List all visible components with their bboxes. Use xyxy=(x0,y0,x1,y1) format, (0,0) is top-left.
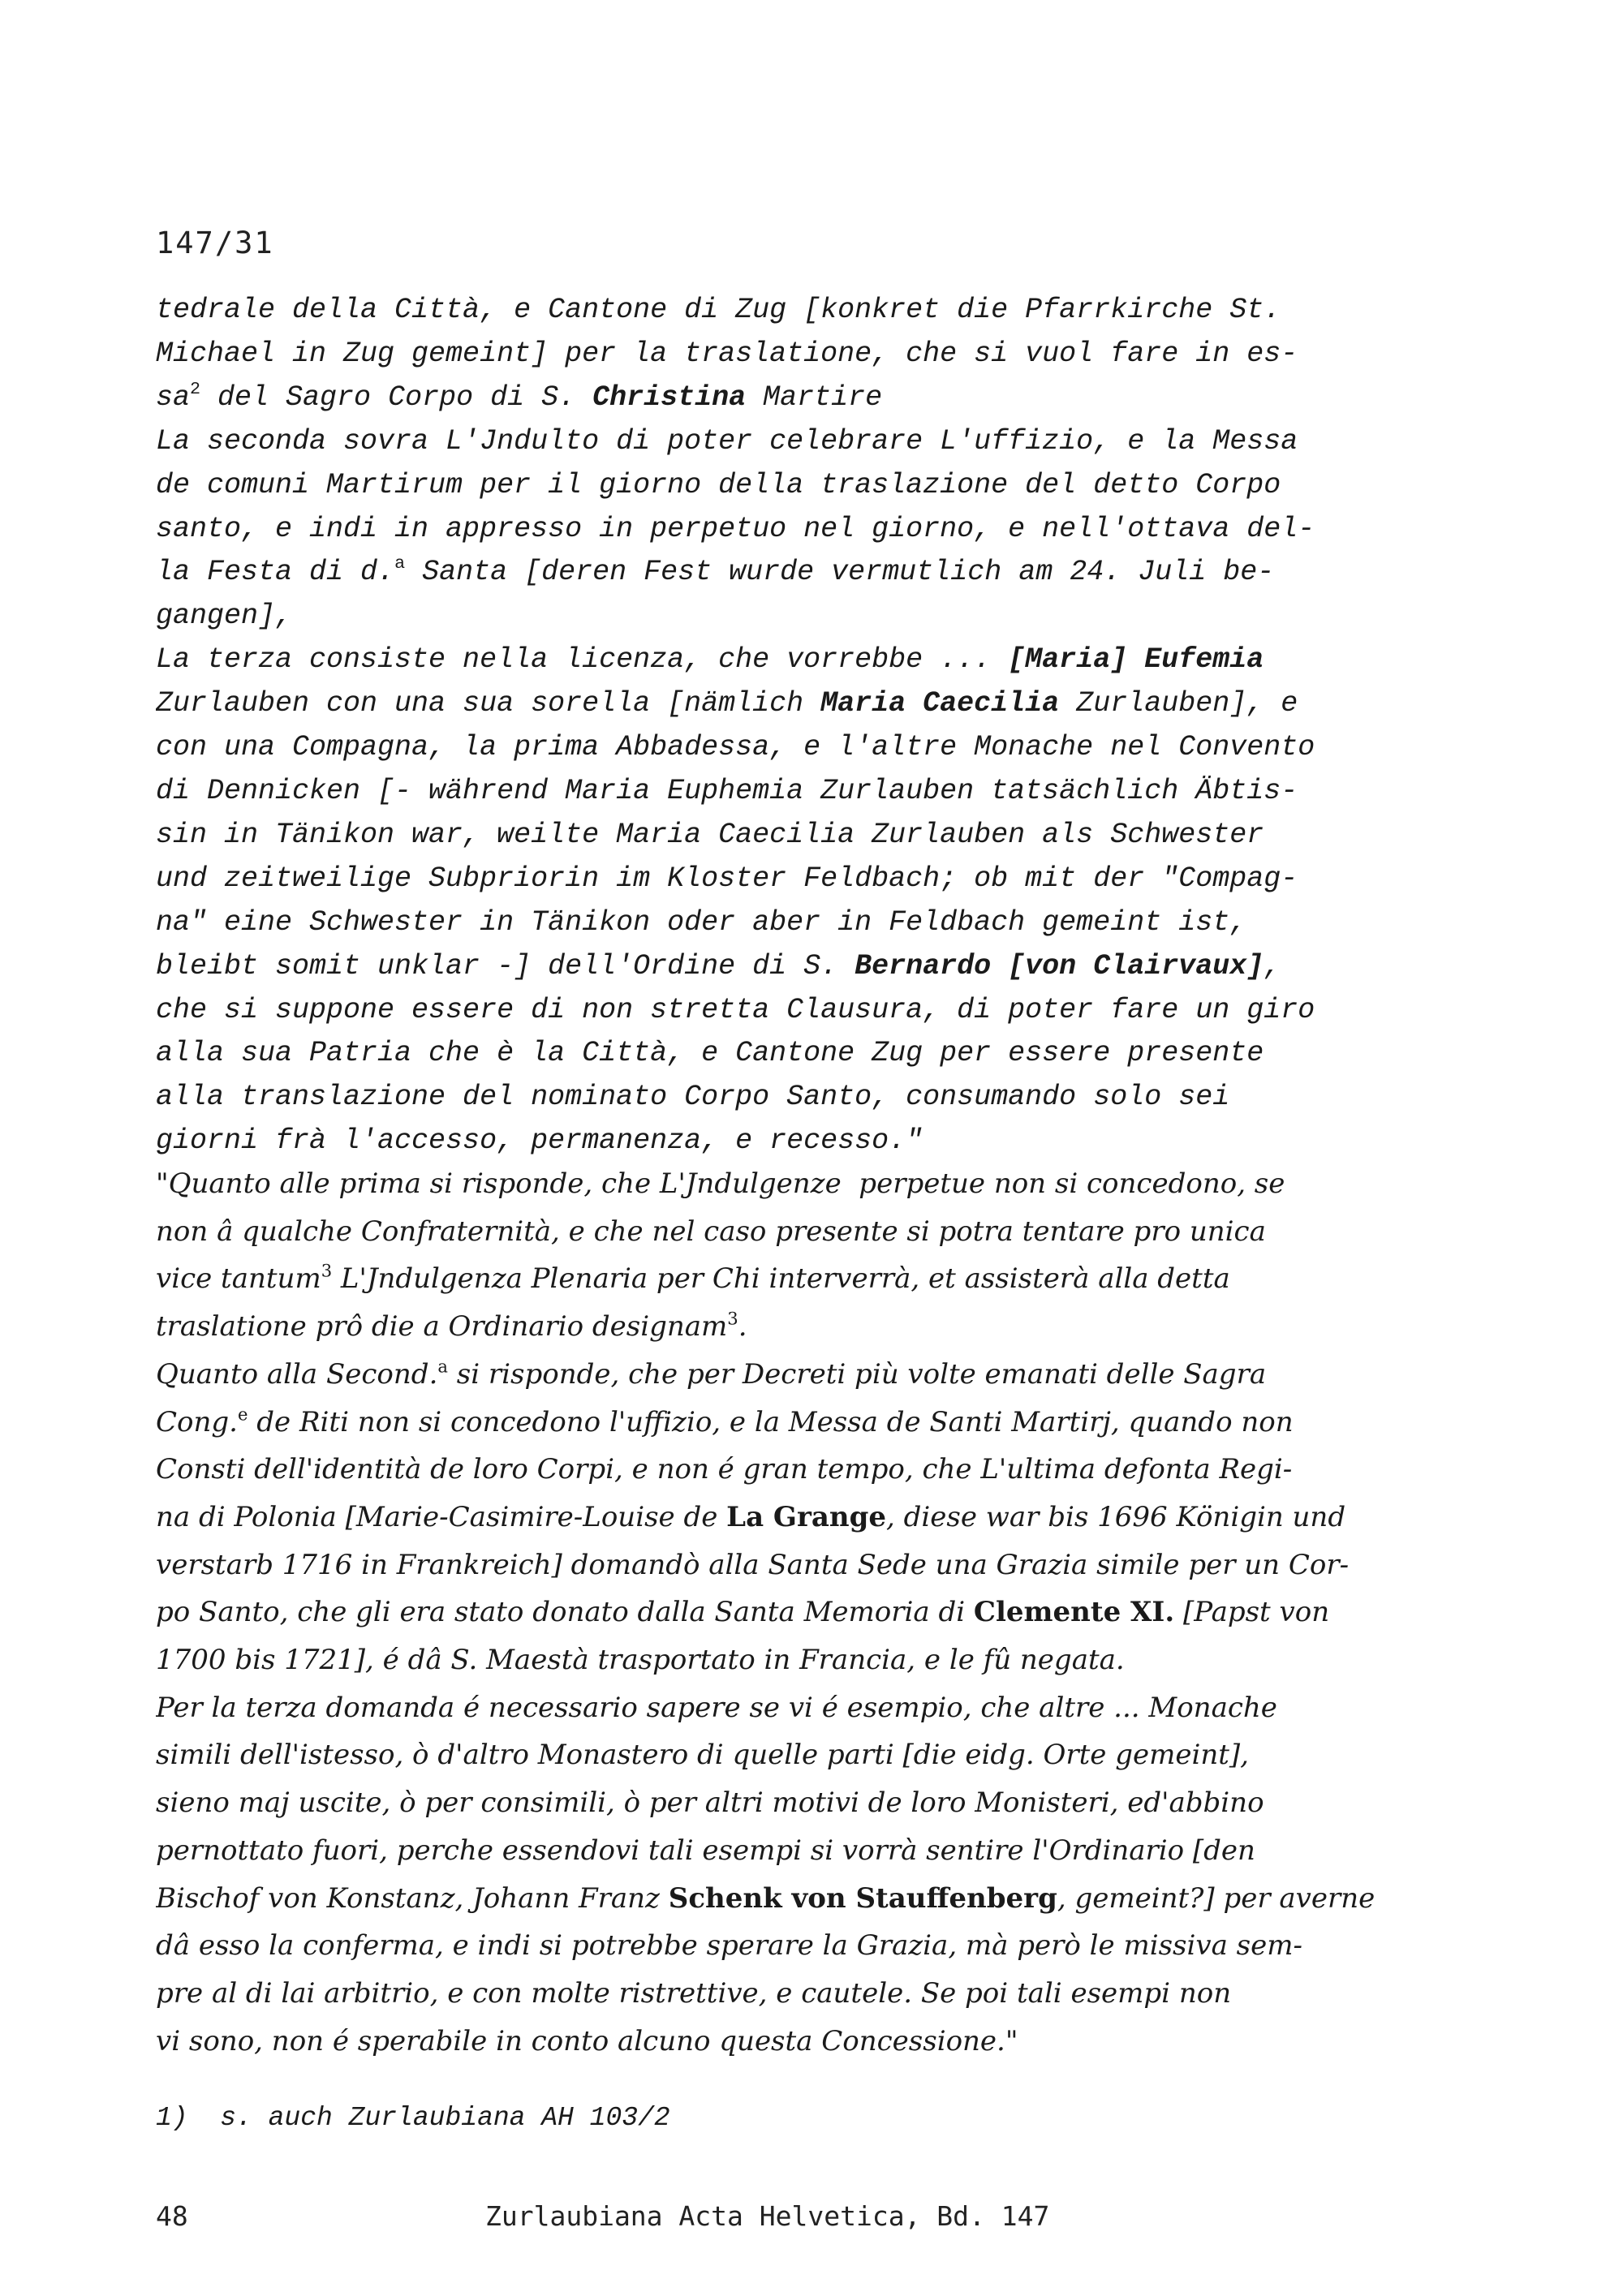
bold-name: La Grange xyxy=(726,1500,887,1533)
bold-name: Maria Caecilia xyxy=(820,687,1060,720)
curia-response-line: vice tantum$^3$ L'Jndulgenza Plenaria per Chi interverrà, et assisterà alla detta xyxy=(156,1260,1230,1296)
italian-request-line: che si suppone essere di non stretta Clausura, di poter fare un giro xyxy=(156,993,1315,1026)
curia-response-line: simili dell'istesso, ò d'altro Monastero di quelle parti [die eidg. Orte gemeint], xyxy=(156,1739,1249,1772)
italian-request-line: $sa^2$ del Sagro Corpo di S. Christina Martire xyxy=(156,378,883,414)
curia-response-line: Per la terza domanda é necessario sapere se vi é esempio, che altre ... Monache xyxy=(156,1691,1277,1724)
italian-request-line: sin in Tänikon war, weilte Maria Caecilia Zurlauben als Schwester xyxy=(156,818,1264,851)
superscript: e xyxy=(237,1403,248,1424)
curia-response-line: "Quanto alle prima si risponde, che L'Jndulgenze perpetue non si concedono, se xyxy=(156,1167,1285,1200)
italian-request-line: La terza consiste nella licenza, che vorrebbe ... [Maria] Eufemia xyxy=(156,643,1264,677)
italian-request-line: gangen], xyxy=(156,600,293,633)
italian-request-line: de comuni Martirum per il giorno della traslazione del detto Corpo xyxy=(156,468,1281,501)
curia-response-line: Quanto alla Second.$^a$ si risponde, che per Decreti più volte emanati delle Sagra xyxy=(156,1356,1267,1391)
italian-request-line: alla translazione del nominato Corpo Santo, consumando solo sei xyxy=(156,1081,1230,1114)
italian-request-line: santo, e indi in appresso in perpetuo nel giorno, e nell'ottava del- xyxy=(156,512,1315,545)
curia-response-line: Consti dell'identità de loro Corpi, e non é gran tempo, che L'ultima defonta Regi- xyxy=(156,1453,1293,1486)
curia-response-line: verstarb 1716 in Frankreich] domandò alla Santa Sede una Grazia simile per un Cor- xyxy=(156,1548,1350,1581)
curia-response-line: traslatione prô die a Ordinario designam$^3$. xyxy=(156,1308,747,1344)
bold-name: [Maria] Eufemia xyxy=(1008,643,1264,677)
italian-request-line: la Festa di d.$^a$ Santa [deren Fest wurde vermutlich am 24. Juli be- xyxy=(156,553,1275,589)
curia-response-line: pernottato fuori, perche essendovi tali esempi si vorrà sentire l'Ordinario [den xyxy=(156,1834,1255,1867)
superscript: a xyxy=(394,553,406,574)
curia-response-line: Cong.$^e$ de Riti non si concedono l'uffizio, e la Messa de Santi Martirj, quando non xyxy=(156,1403,1294,1438)
page-reference: 147/31 xyxy=(156,226,274,260)
italian-request-line: Michael in Zug gemeint] per la traslatione, che si vuol fare in es- xyxy=(156,337,1298,370)
italian-request-line: und zeitweilige Subpriorin im Kloster Feldbach; ob mit der "Compag- xyxy=(156,862,1298,895)
curia-response-line: vi sono, non é sperabile in conto alcuno questa Concessione." xyxy=(156,2024,1018,2057)
curia-response-text xyxy=(156,1160,1422,2065)
italian-request-line: bleibt somit unklar -] dell'Ordine di S. Bernardo [von Clairvaux], xyxy=(156,949,1281,982)
running-footer: Zurlaubiana Acta Helvetica, Bd. 147 xyxy=(485,2200,1050,2232)
curia-response-line: sieno maj uscite, ò per consimili, ò per altri motivi de loro Monisteri, ed'abbino xyxy=(156,1786,1264,1820)
italian-request-line: na" eine Schwester in Tänikon oder aber in Feldbach gemeint ist, xyxy=(156,905,1247,939)
curia-response-line: po Santo, che gli era stato donato dalla Santa Memoria di Clemente XI. [Papst von xyxy=(156,1596,1330,1629)
italian-request-line: giorni frà l'accesso, permanenza, e recesso." xyxy=(156,1124,923,1158)
superscript: a xyxy=(437,1356,448,1377)
bold-name: Clemente XI. xyxy=(973,1596,1175,1629)
curia-response-line: dâ esso la conferma, e indi si potrebbe sperare la Grazia, mà però le missiva sem- xyxy=(156,1929,1302,1963)
superscript: 3 xyxy=(321,1260,333,1281)
superscript: 3 xyxy=(727,1308,738,1329)
curia-response-line: pre al di lai arbitrio, e con molte ristrettive, e cautele. Se poi tali esempi non xyxy=(156,1976,1232,2010)
italian-request-line: La seconda sovra L'Jndulto di poter celebrare L'uffizio, e la Messa xyxy=(156,424,1298,458)
italian-request-text xyxy=(156,289,1422,1163)
curia-response-line: na di Polonia [Marie-Casimire-Louise de La Grange, diese war bis 1696 Königin und xyxy=(156,1500,1346,1533)
bold-name: Schenk von Stauffenberg xyxy=(668,1881,1057,1915)
footnote: 1) s. auch Zurlaubiana AH 103/2 xyxy=(156,2103,670,2133)
curia-response-line: Bischof von Konstanz, Johann Franz Schenk von Stauffenberg, gemeint?] per averne xyxy=(156,1881,1375,1915)
curia-response-line: non â qualche Confraternità, e che nel caso presente si potra tentare pro unica xyxy=(156,1215,1266,1248)
italian-request-line: Zurlauben con una sua sorella [nämlich Maria Caecilia Zurlauben], e xyxy=(156,687,1298,720)
page-number: 48 xyxy=(156,2200,188,2232)
italian-request-line: alla sua Patria che è la Città, e Cantone Zug per essere presente xyxy=(156,1037,1264,1070)
italian-request-line: di Dennicken [- während Maria Euphemia Zurlauben tatsächlich Äbtis- xyxy=(156,774,1298,807)
italian-request-line: con una Compagna, la prima Abbadessa, e l'altre Monache nel Convento xyxy=(156,731,1315,764)
curia-response-line: 1700 bis 1721], é dâ S. Maestà trasportato in Francia, e le fû negata. xyxy=(156,1644,1125,1677)
superscript: 2 xyxy=(190,378,201,399)
bold-name: Bernardo [von Clairvaux] xyxy=(855,949,1264,982)
bold-name: Christina xyxy=(592,381,747,414)
italian-request-line: tedrale della Città, e Cantone di Zug [konkret die Pfarrkirche St. xyxy=(156,294,1281,326)
